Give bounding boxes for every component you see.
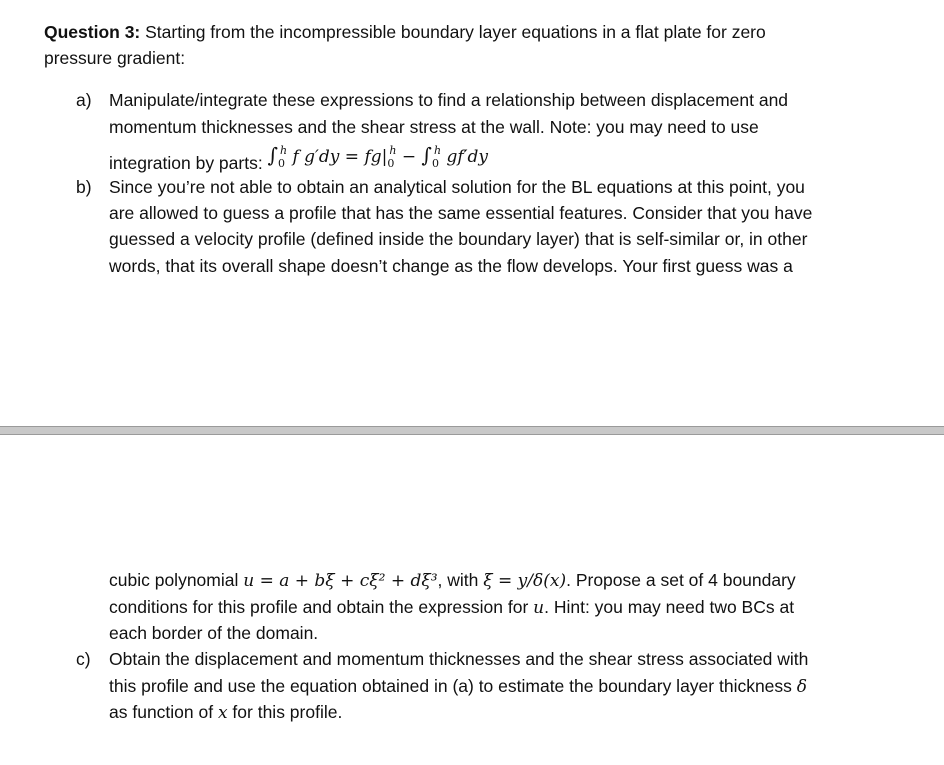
part-c-line1: Obtain the displacement and momentum thicknesses and the shear stress associated with: [109, 649, 809, 669]
part-c-line3-post: for this profile.: [227, 702, 343, 722]
question-intro-line1: Starting from the incompressible boundary layer equations in a flat plate for zero: [140, 22, 766, 42]
part-b-label: b): [76, 177, 92, 197]
part-a-line1: Manipulate/integrate these expressions to find a relationship between displacement and: [109, 90, 789, 110]
delta-symbol: δ: [796, 677, 808, 697]
cont-line1-post: . Propose a set of 4 boundary: [566, 570, 796, 590]
part-b-cont-line3: each border of the domain.: [109, 623, 319, 643]
part-a-line2: momentum thicknesses and the shear stress at the wall. Note: you may need to use: [109, 117, 759, 137]
part-a-line3: [109, 143, 708, 174]
part-c-line2-pre: this profile and use the equation obtained in (a) to estimate the boundary layer thickness: [109, 676, 797, 696]
question-heading: Question 3:: [44, 22, 141, 42]
part-a-label: a): [76, 90, 92, 110]
x-symbol: x: [217, 703, 228, 723]
part-b-line3: guessed a velocity profile (defined inside the boundary layer) that is self-similar or, in other: [109, 229, 808, 249]
integration-by-parts-formula: $\int_0^h$ f $g'dy = fg|_0^h - \int_0^h$ gf′dy: [267, 143, 488, 170]
question-title-line: [44, 21, 766, 43]
question-intro-line2: pressure gradient:: [44, 48, 186, 68]
part-b-line2: are allowed to guess a profile that has the same essential features. Consider that you have: [109, 203, 813, 223]
xi-definition-formula: ξ = y/δ(x): [483, 571, 567, 591]
u-symbol: u: [533, 598, 545, 618]
cont-line2-pre: conditions for this profile and obtain the expression for: [109, 597, 534, 617]
cont-line1-mid: , with: [437, 570, 484, 590]
cubic-polynomial-formula: u = a + bξ + cξ² + dξ³: [243, 571, 438, 591]
part-c-line2: [109, 675, 807, 698]
cont-line1-pre: cubic polynomial: [109, 570, 244, 590]
cont-line2-post: . Hint: you may need two BCs at: [544, 597, 795, 617]
part-c-label: c): [76, 649, 91, 669]
part-b-line1: Since you’re not able to obtain an analytical solution for the BL equations at this point, you: [109, 177, 805, 197]
page-break-divider: [0, 426, 944, 435]
part-a-line3-text: integration by parts:: [109, 153, 268, 173]
part-b-cont-line2: [109, 596, 794, 619]
part-b-line4: words, that its overall shape doesn’t change as the flow develops. Your first guess was a: [109, 256, 793, 276]
part-b-cont-line1: [109, 569, 796, 592]
part-c-line3: [109, 701, 342, 724]
part-c-line3-pre: as function of: [109, 702, 218, 722]
